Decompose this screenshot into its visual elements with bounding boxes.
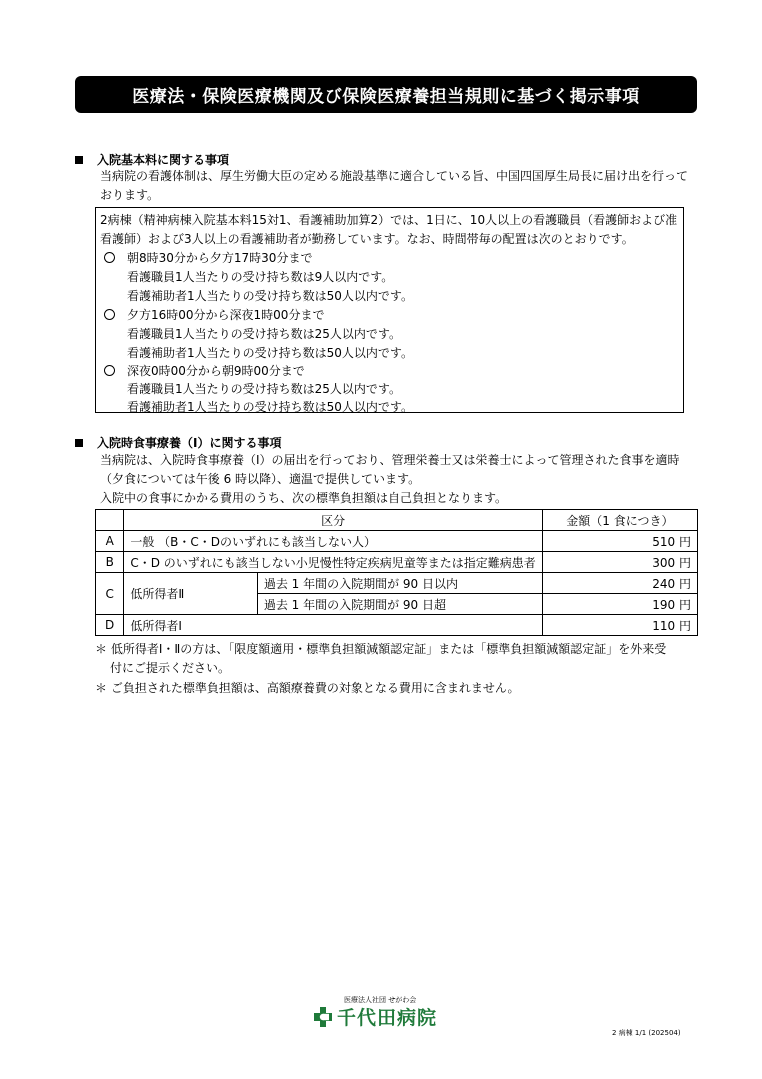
page-reference: 2 病棟 1/1 (202504) [612, 1029, 681, 1037]
box-line1: 2病棟（精神病棟入院基本料15対1、看護補助加算2）では、1日に、10人以上の看護職員（看護師および准 [100, 213, 678, 227]
row-code: B [96, 552, 124, 573]
row-desc: 低所得者Ⅱ [124, 573, 257, 615]
note2: ＊ ご負担された標準負担額は、高額療養費の対象となる費用に含まれません。 [95, 681, 520, 695]
row-code: C [96, 573, 124, 615]
table-row [96, 552, 698, 573]
row-subdesc: 過去 1 年間の入院期間が 90 日超 [257, 594, 542, 615]
shift-night-aide: 看護補助者1人当たりの受け持ち数は50人以内です。 [127, 400, 413, 414]
row-desc: 一般 （B・C・Dのいずれにも該当しない人） [124, 531, 542, 552]
shift-evening-nurse: 看護職員1人当たりの受け持ち数は25人以内です。 [127, 327, 401, 341]
row-amount: 240 円 [542, 573, 697, 594]
row-desc: 低所得者Ⅰ [124, 615, 542, 636]
shift-day-time: 朝8時30分から夕方17時30分まで [104, 249, 312, 266]
section1-intro-line1: 当病院の看護体制は、厚生労働大臣の定める施設基準に適合している旨、中国四国厚生局長に届け出を行って [100, 169, 689, 183]
square-bullet-icon [75, 439, 83, 447]
header-amount: 金額（1 食につき） [542, 510, 697, 531]
row-desc: C・D のいずれにも該当しない小児慢性特定疾病児童等または指定難病患者 [124, 552, 542, 573]
org-name: 医療法人社団 せがわ会 [344, 996, 417, 1004]
section1-intro-line2: おります。 [100, 188, 160, 202]
row-code: A [96, 531, 124, 552]
meal-fee-table [95, 509, 698, 636]
shift-day-aide: 看護補助者1人当たりの受け持ち数は50人以内です。 [127, 289, 413, 303]
shift-day-nurse: 看護職員1人当たりの受け持ち数は9人以内です。 [127, 270, 394, 284]
shift-night-nurse: 看護職員1人当たりの受け持ち数は25人以内です。 [127, 382, 401, 396]
circle-bullet-icon [104, 365, 115, 376]
cross-logo-icon [312, 1006, 334, 1028]
row-amount: 190 円 [542, 594, 697, 615]
section2-line2: （夕食については午後 6 時以降）、適温で提供しています。 [100, 472, 421, 486]
section2-line3: 入院中の食事にかかる費用のうち、次の標準負担額は自己負担となります。 [100, 491, 508, 505]
note1-line1: ＊ 低所得者Ⅰ・Ⅱの方は、「限度額適用・標準負担額減額認定証」または「標準負担額減額認定証」を外来受 [95, 642, 667, 656]
table-row [96, 615, 698, 636]
section2-line1: 当病院は、入院時食事療養（Ⅰ）の届出を行っており、管理栄養士又は栄養士によって管理された食事を適時 [100, 453, 680, 467]
square-bullet-icon [75, 156, 83, 164]
box-line2: 看護師）および3人以上の看護補助者が勤務しています。なお、時間帯毎の配置は次のとおりです。 [100, 232, 634, 246]
header-category: 区分 [124, 510, 542, 531]
circle-bullet-icon [104, 252, 115, 263]
circle-bullet-icon [104, 309, 115, 320]
note1-line2: 付にご提示ください。 [110, 661, 231, 675]
table-row [96, 531, 698, 552]
row-subdesc: 過去 1 年間の入院期間が 90 日以内 [257, 573, 542, 594]
shift-night-time: 深夜0時00分から朝9時00分まで [104, 362, 305, 379]
section2-heading-text: 入院時食事療養（Ⅰ）に関する事項 [97, 436, 282, 450]
row-amount: 300 円 [542, 552, 697, 573]
table-header-row [96, 510, 698, 531]
page-title: 医療法・保険医療機関及び保険医療養担当規則に基づく掲示事項 [75, 76, 697, 113]
shift-evening-time: 夕方16時00分から深夜1時00分まで [104, 306, 324, 323]
header-blank [96, 510, 124, 531]
hospital-name: 千代田病院 [337, 1007, 438, 1029]
row-amount: 110 円 [542, 615, 697, 636]
section1-heading-text: 入院基本料に関する事項 [97, 153, 230, 167]
table-row [96, 573, 698, 594]
hospital-logo [312, 1003, 437, 1030]
row-amount: 510 円 [542, 531, 697, 552]
section1-heading [75, 151, 229, 168]
row-code: D [96, 615, 124, 636]
shift-evening-aide: 看護補助者1人当たりの受け持ち数は50人以内です。 [127, 346, 413, 360]
section2-heading [75, 434, 281, 451]
